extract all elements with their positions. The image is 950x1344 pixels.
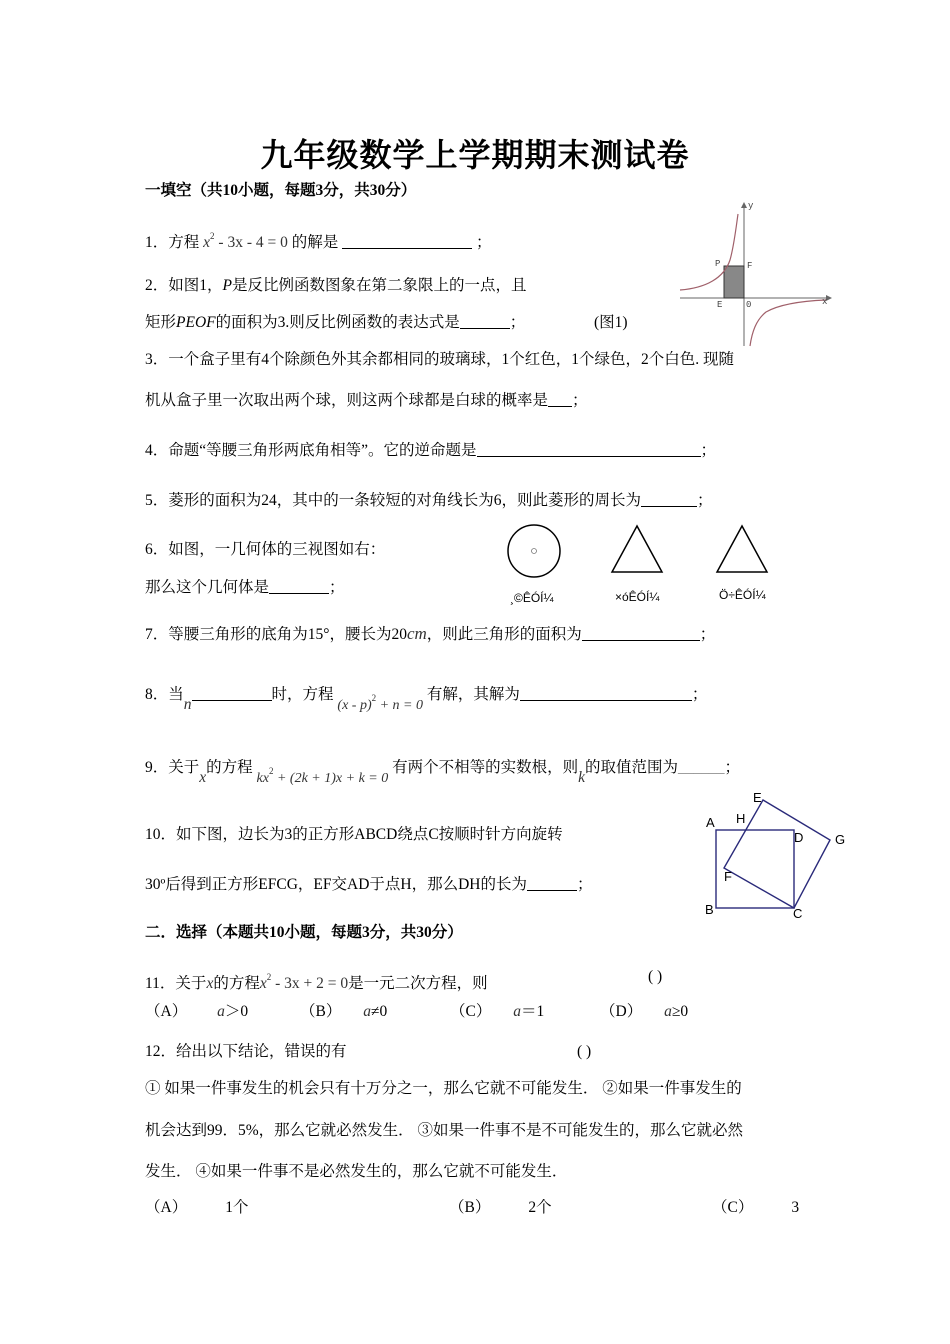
- fig1-x-label: x: [822, 297, 828, 307]
- q12-option-b[interactable]: [449, 1198, 552, 1218]
- figure-1-hyperbola-graph: [676, 198, 836, 350]
- fig1-f-label: F: [747, 261, 753, 271]
- q12-option-b-label: （B）: [449, 1199, 491, 1216]
- q11-option-c[interactable]: [450, 1002, 544, 1022]
- q2-prefix: 2．如图1，: [145, 277, 223, 294]
- q4-end: ；: [700, 442, 717, 459]
- q4-text: 4．命题“等腰三角形两底角相等”。它的逆命题是: [145, 442, 477, 459]
- q1-prefix: 1．方程: [145, 234, 200, 251]
- fig10-label-d: D: [794, 830, 804, 845]
- question-10-line-1: 10．如下图，边长为3的正方形ABCD绕点C按顺时针方向旋转: [145, 826, 563, 843]
- q11-option-b-rel: ≠0: [370, 1003, 388, 1020]
- q2-answer-blank[interactable]: [460, 314, 510, 329]
- q8-eq-rest: + n = 0: [376, 698, 424, 713]
- page-title: 九年级数学上学期期末测试卷: [260, 137, 690, 173]
- q2-peof: PEOF: [176, 314, 216, 331]
- q2-line2-prefix: 矩形: [145, 314, 177, 331]
- q11-option-a-label: （A）: [145, 1003, 188, 1020]
- q11-option-a-var: a: [217, 1003, 225, 1020]
- q8-condition-blank[interactable]: [192, 686, 272, 701]
- q8-var-n: n: [183, 696, 192, 713]
- side-view-triangle: [612, 526, 662, 572]
- top-view-center-dot: [532, 549, 537, 554]
- q7-unit: cm: [406, 624, 427, 643]
- q1-eq-rest: - 3x - 4 = 0: [214, 234, 288, 251]
- section-1-heading: 一填空（共10小题，每题3分，共30分）: [145, 182, 417, 199]
- q2-line2-text: 的面积为3.则反比例函数的表达式是: [215, 314, 460, 331]
- q11-option-d-label: （D）: [600, 1003, 643, 1020]
- q12-option-a[interactable]: [145, 1198, 248, 1218]
- q5-answer-blank[interactable]: [641, 492, 697, 507]
- fig1-y-label: y: [748, 201, 754, 211]
- q9-answer-blank[interactable]: ______: [678, 759, 725, 776]
- q12-answer-paren[interactable]: ( ): [577, 1043, 592, 1060]
- q11-option-c-var: a: [513, 1003, 521, 1020]
- q8-answer-blank[interactable]: [520, 686, 692, 701]
- q12-statement-line-1: ① 如果一件事发生的机会只有十万分之一，那么它就不可能发生． ②如果一件事发生的: [145, 1080, 742, 1097]
- figure-1-caption: (图1): [594, 314, 628, 331]
- q11-option-d-rel: ≥0: [671, 1003, 689, 1020]
- question-2-line-1: [145, 276, 527, 296]
- q11-option-c-rel: ＝1: [520, 1003, 545, 1020]
- q8-text-c: 有解，其解为: [426, 686, 520, 703]
- side-view-label: ×óÊÓÍ¼: [615, 590, 660, 604]
- q11-option-a-rel: ＞0: [224, 1003, 249, 1020]
- question-3-line-1: 3．一个盒子里有4个除颜色外其余都相同的玻璃球，1个红色，1个绿色，2个白色. 现随: [145, 351, 735, 368]
- hyperbola-branch-4th-quadrant: [750, 300, 826, 346]
- q9-equation: [256, 766, 389, 786]
- q5-end: ；: [697, 492, 713, 509]
- q2-line1-text: 是反比例函数图象在第二象限上的一点，且: [231, 277, 527, 294]
- q9-var-k: k: [578, 769, 586, 786]
- q1-eq-var: x: [203, 234, 211, 251]
- q6-line2-text: 那么这个几何体是: [145, 579, 270, 596]
- q11-text-b: 的方程: [213, 975, 260, 992]
- q7-text: 7．等腰三角形的底角为15°，腰长为20: [145, 626, 407, 643]
- question-3-line-2: [145, 391, 588, 411]
- question-1: [145, 226, 492, 253]
- front-view-triangle: [717, 526, 767, 572]
- fig10-label-f: F: [724, 869, 732, 884]
- q9-eq: kx: [256, 771, 269, 786]
- q9-end: ；: [724, 759, 741, 776]
- top-view-label: ¸©ÊÓÍ¼: [510, 591, 554, 605]
- q12-statement-line-2: 机会达到99．5%，那么它就必然发生． ③如果一件事不是不可能发生的，那么它就必然: [145, 1122, 744, 1139]
- q12-option-c-label: （C）: [712, 1199, 754, 1216]
- rectangle-peof: [724, 266, 744, 298]
- fig10-label-h: H: [736, 811, 746, 826]
- fig10-label-g: G: [835, 832, 846, 847]
- q2-end: ；: [509, 314, 526, 331]
- q12-option-c[interactable]: [712, 1198, 799, 1218]
- q1-eq-sup: 2: [210, 231, 215, 241]
- q11-option-b-var: a: [363, 1003, 371, 1020]
- q7-tail: ，则此三角形的面积为: [426, 626, 582, 643]
- front-view-label: Ö÷ÊÓÍ¼: [719, 588, 766, 602]
- fig10-label-c: C: [793, 906, 803, 921]
- question-10-line-2: [145, 875, 593, 895]
- question-6-line-2: [145, 578, 345, 598]
- q11-option-c-label: （C）: [450, 1003, 492, 1020]
- q8-eq-sup: 2: [371, 693, 377, 703]
- question-5: [145, 491, 713, 511]
- q12-statement-line-3: 发生． ④如果一件事不是必然发生的，那么它就不可能发生．: [145, 1163, 568, 1180]
- fig1-p-label: P: [715, 259, 721, 269]
- q1-tail: 的解是: [291, 234, 339, 251]
- q12-option-c-value: 3: [791, 1199, 800, 1216]
- q11-eq-sup: 2: [266, 972, 272, 982]
- q1-end: ；: [476, 234, 492, 251]
- q11-option-b[interactable]: [300, 1002, 387, 1022]
- q12-option-a-value: 1个: [225, 1199, 249, 1216]
- figure-10-rotated-squares: [698, 786, 858, 924]
- q7-end: ；: [699, 626, 716, 643]
- q12-option-b-value: 2个: [528, 1199, 552, 1216]
- q8-text-b: 时，方程: [271, 686, 334, 703]
- fig1-e-label: E: [717, 300, 723, 310]
- q10-answer-blank[interactable]: [527, 876, 577, 891]
- q11-answer-paren[interactable]: ( ): [648, 968, 663, 985]
- q8-equation: [337, 693, 424, 713]
- q8-prefix: 8．当: [145, 686, 184, 703]
- q9-eq-rest: + (2k + 1)x + k = 0: [273, 771, 389, 786]
- fig10-label-a: A: [706, 815, 715, 830]
- q6-answer-blank[interactable]: [269, 579, 329, 594]
- q11-option-d-var: a: [664, 1003, 672, 1020]
- q2-point-p: P: [222, 277, 232, 294]
- q5-text: 5．菱形的面积为24，其中的一条较短的对角线长为6，则此菱形的周长为: [145, 492, 642, 509]
- q12-option-a-label: （A）: [145, 1199, 188, 1216]
- q9-text-b: 的方程: [206, 759, 253, 776]
- q3-answer-blank[interactable]: [548, 392, 572, 407]
- y-axis-arrow: [741, 202, 747, 208]
- question-12: 12．给出以下结论，错误的有: [145, 1043, 347, 1060]
- question-2-line-2: [145, 313, 525, 333]
- q11-var-x: x: [206, 975, 214, 992]
- question-4: [145, 441, 716, 461]
- q9-eq-sup: 2: [268, 766, 274, 776]
- fig1-o-label: 0: [746, 300, 752, 310]
- fig10-label-e: E: [753, 790, 762, 805]
- q11-prefix: 11．关于: [145, 975, 207, 992]
- q4-answer-blank[interactable]: [477, 442, 701, 457]
- q8-end: ；: [691, 686, 708, 703]
- top-view-circle: [508, 525, 560, 577]
- q3-line2-text: 机从盒子里一次取出两个球，则这两个球都是白球的概率是: [145, 392, 549, 409]
- question-6-line-1: 6．如图，一几何体的三视图如右：: [145, 541, 386, 558]
- q9-prefix: 9．关于: [145, 759, 200, 776]
- q7-answer-blank[interactable]: [582, 626, 700, 641]
- q1-answer-blank[interactable]: [342, 234, 472, 249]
- section-2-heading: 二．选择（本题共10小题，每题3分，共30分）: [145, 924, 463, 941]
- q11-eq: x: [259, 975, 267, 992]
- q10-end: ；: [576, 876, 593, 893]
- q10-line2-text: 30º后得到正方形EFCG，EF交AD于点H，那么DH的长为: [145, 876, 527, 893]
- question-8: [145, 678, 708, 713]
- q6-end: ；: [329, 579, 345, 596]
- three-views-figure: [500, 520, 790, 582]
- fig10-label-b: B: [705, 902, 714, 917]
- q11-text-c: 是一元二次方程，则: [348, 975, 488, 992]
- question-9: [145, 751, 741, 786]
- q11-option-d[interactable]: [600, 1002, 688, 1022]
- q11-option-b-label: （B）: [300, 1003, 342, 1020]
- question-11: [145, 967, 488, 994]
- q3-end: ；: [572, 392, 588, 409]
- q9-var-x: x: [199, 769, 207, 786]
- q9-text-d: 的取值范围为: [585, 759, 679, 776]
- q11-eq-rest: - 3x + 2 = 0: [271, 975, 349, 992]
- q9-text-c: 有两个不相等的实数根，则: [392, 759, 579, 776]
- q8-eq: (x - p): [337, 698, 372, 713]
- question-7: [145, 624, 715, 645]
- q11-option-a[interactable]: [145, 1002, 248, 1022]
